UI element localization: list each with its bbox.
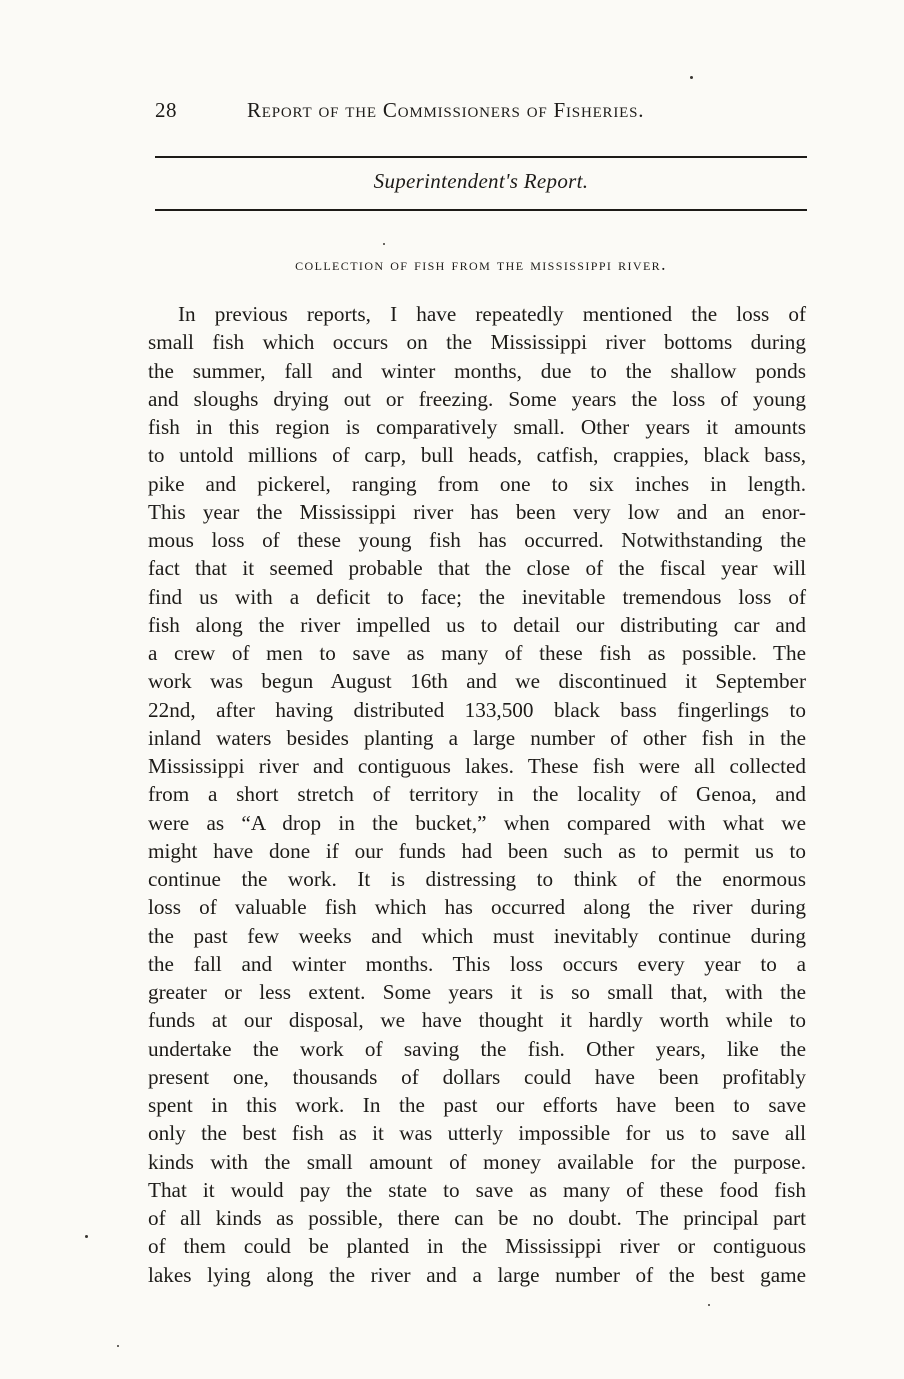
text-line: work was begun August 16th and we discontinued it September [148,669,806,694]
text-line: find us with a deficit to face; the inevitable tremendous loss of [148,584,806,609]
print-speck [85,1235,88,1238]
text-line: mous loss of these young fish has occurred. Notwithstanding the [148,528,806,552]
text-line: fish in this region is comparatively small. Other years it amounts [148,415,806,439]
text-line: spent in this work. In the past our efforts have been to save [148,1093,806,1117]
print-speck [690,76,693,79]
text-line: might have done if our funds had been such as to permit us to [148,838,806,863]
page-number: 28 [155,98,177,122]
section-subhead: Superintendent's Report. [373,169,589,193]
text-line: present one, thousands of dollars could have been profitably [148,1064,806,1089]
text-line: of them could be planted in the Mississippi river or contiguous [148,1234,806,1259]
text-line: the past few weeks and which must inevitably continue during [148,923,806,948]
text-line: Mississippi river and contiguous lakes. These fish were all collected [148,754,806,778]
text-line: 22nd, after having distributed 133,500 black bass fingerlings to [148,697,806,722]
text-line: kinds with the small amount of money available for the purpose. [148,1149,806,1174]
text-line: greater or less extent. Some years it is so small that, with the [148,980,806,1004]
text-line: continue the work. It is distressing to think of the enormous [148,867,806,891]
text-line: That it would pay the state to save as many of these food fish [148,1177,806,1202]
running-header [155,98,805,128]
text-line: lakes lying along the river and a large number of the best game [148,1262,806,1287]
text-line: were as “A drop in the bucket,” when compared with what we [148,810,806,835]
text-line: of all kinds as possible, there can be no doubt. The principal part [148,1206,806,1230]
text-line: a crew of men to save as many of these fish as possible. The [148,641,806,665]
text-line: small fish which occurs on the Mississippi river bottoms during [148,330,806,355]
text-line: In previous reports, I have repeatedly mentioned the loss of [178,302,806,326]
top-rule [155,156,807,158]
text-line: loss of valuable fish which has occurred along the river during [148,895,806,920]
print-speck [708,1304,710,1306]
text-line: pike and pickerel, ranging from one to six inches in length. [148,471,806,496]
text-line: from a short stretch of territory in the locality of Genoa, and [148,782,806,807]
text-line: This year the Mississippi river has been very low and an enor- [148,499,806,524]
text-line: and sloughs drying out or freezing. Some years the loss of young [148,386,806,411]
text-line: inland waters besides planting a large number of other fish in the [148,725,806,750]
print-speck [117,1345,119,1347]
text-line: undertake the work of saving the fish. Other years, like the [148,1036,806,1061]
body-paragraph [148,300,806,1289]
print-speck [383,243,385,245]
text-line: the fall and winter months. This loss occurs every year to a [148,951,806,976]
text-line: to untold millions of carp, bull heads, catfish, crappies, black bass, [148,443,806,468]
text-line: only the best fish as it was utterly impossible for us to save all [148,1121,806,1146]
text-line: funds at our disposal, we have thought it hardly worth while to [148,1008,806,1033]
text-line: fact that it seemed probable that the close of the fiscal year will [148,556,806,581]
running-title: Report of the Commissioners of Fisheries. [247,98,645,122]
text-line: fish along the river impelled us to detail our distributing car and [148,612,806,637]
text-line: the summer, fall and winter months, due to the shallow ponds [148,358,806,383]
bottom-rule [155,209,807,211]
section-heading: collection of fish from the mississippi river. [295,254,667,274]
